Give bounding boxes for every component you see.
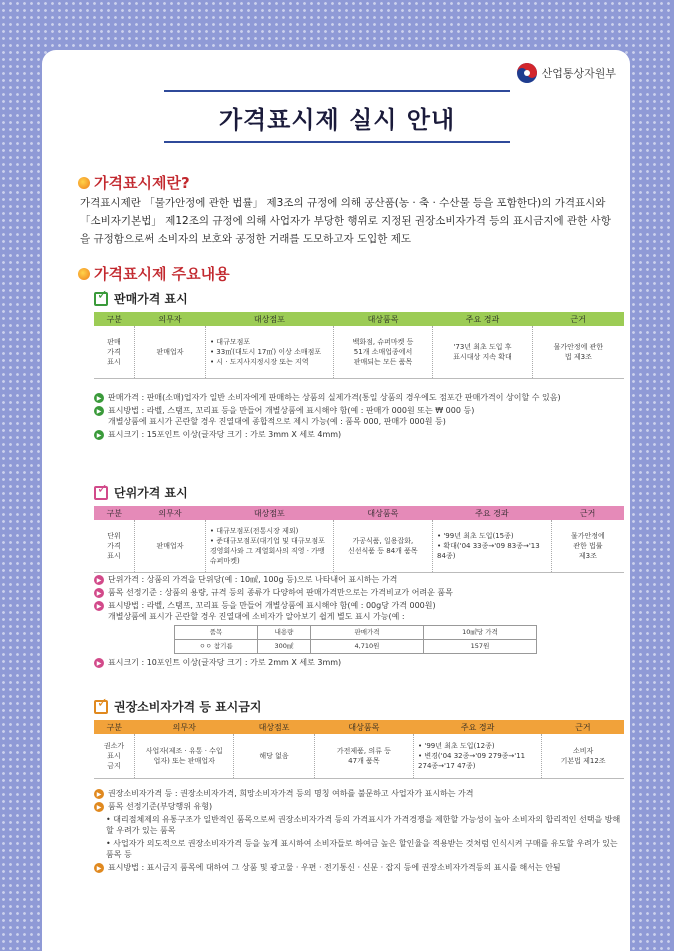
sec1-notes [94, 392, 624, 442]
list-item: • 사업자가 의도적으로 권장소비자가격 등을 높게 표시하여 소비자들로 하여금 높은 할인율을 적용받는 것처럼 인식시켜 구매를 유도할 우려가 있는 품목 등 [106, 839, 618, 859]
list-item: ▶ 표시방법 : 라벨, 스탬프, 꼬리표 등을 만들어 개별상품에 표시해야 함(예 : 00g당 가격 000원) 개별상품에 표시가 곤란할 경우 진열대에 소비자가 알아보기 쉽게 별도 표시 가능(예 : [94, 600, 624, 622]
list-item: ▶ 표시방법 : 라벨, 스탬프, 꼬리표 등을 만들어 개별상품에 표시해야 함(예 : 판매가 000원 또는 ₩ 000 등) 개별상품에 표시가 곤란할 경우 진열대에 종합적으로 제시 가능(예 : 품목 000, 판매가 000원 등) [94, 405, 624, 427]
sec3-table: 구분 의무자 대상점포 대상품목 주요 경과 근거 권소가 표시 금지 사업자(제조 · 유통 · 수입 업자) 또는 판매업자 해당 없음 가전제품, 의류 등 47개 품목 • '99년 최초 도입(12종) • 변경('04 32종→'09 279종→'11 274종→'17 47종) 소비자 기본법 제12조 [94, 720, 624, 779]
ministry-logo [516, 62, 616, 84]
sec1-heading: ✓ 판매가격 표시 [94, 290, 188, 307]
title-block [164, 90, 510, 143]
sec3-notes [94, 788, 624, 875]
list-item: ▶ 권장소비자가격 등 : 권장소비자가격, 희망소비자가격 등의 명칭 여하를 불문하고 사업자가 표시하는 가격 [94, 788, 624, 799]
sec2-heading: ✓ 단위가격 표시 [94, 484, 188, 501]
main-heading: 가격표시제 주요내용 [78, 263, 230, 284]
sec2-notes [94, 574, 624, 670]
taegeuk-icon [516, 62, 538, 84]
page-title: 가격표시제 실시 안내 [218, 106, 456, 134]
list-item: ▶ 품목 선정기준 : 상품의 용량, 규격 등의 종류가 다양하여 판매가격만으로는 가격비교가 어려운 품목 [94, 587, 624, 598]
ministry-name: 산업통상자원부 [541, 67, 616, 80]
table-row: ㅇㅇ 참기름 300㎖ 4,710원 157원 [175, 640, 537, 654]
unit-price-example-table: 품목 내용량 판매가격 10㎖당 가격 ㅇㅇ 참기름 300㎖ 4,710원 157원 [174, 625, 537, 654]
check-icon [94, 486, 108, 500]
check-icon [94, 700, 108, 714]
sun-icon [78, 268, 90, 280]
list-item: ▶ 표시크기 : 10포인트 이상(글자당 크기 : 가로 2mm X 세로 3mm) [94, 657, 624, 668]
list-item: ▶ 품목 선정기준(부당행위 유형) [94, 801, 624, 812]
table-row: 권소가 표시 금지 사업자(제조 · 유통 · 수입 업자) 또는 판매업자 해당 없음 가전제품, 의류 등 47개 품목 • '99년 최초 도입(12종) • 변경('04 32종→'09 279종→'11 274종→'17 47종) 소비자 기본법 제12조 [94, 734, 624, 778]
list-item: ▶ 판매가격 : 판매(소매)업자가 일반 소비자에게 판매하는 상품의 실제가격(통일 상품의 경우에도 점포간 판매가격이 상이할 수 있음) [94, 392, 624, 403]
sec1-table: 구분 의무자 대상점포 대상품목 주요 경과 근거 판매 가격 표시 판매업자 • 대규모점포 • 33㎡(대도시 17㎡) 이상 소매점포 • 시 · 도지사지정시장 또는 지역 백화점, 슈퍼마켓 등 51개 소매업종에서 판매되는 모든 품목 '73년 최초 도입 후 표시대상 지속 확대 물가안정에 관한 법 제3조 [94, 312, 624, 379]
list-item: ▶ 표시방법 : 표시금지 품목에 대하여 그 상품 및 광고물 · 우편 · 전기통신 · 신문 · 잡지 등에 권장소비자가격등의 표시를 해서는 안됨 [94, 862, 624, 873]
list-item: ▶ 표시크기 : 15포인트 이상(글자당 크기 : 가로 3mm X 세로 4mm) [94, 429, 624, 440]
check-icon [94, 292, 108, 306]
sec3-heading: ✓ 권장소비자가격 등 표시금지 [94, 698, 261, 715]
table-row: 단위 가격 표시 판매업자 • 대규모점포(전통시장 제외) • 준대규모점포(대기업 및 대규모점포 경영회사와 그 계열회사의 직영 · 가맹 슈퍼마켓) 가공식품, 일용잡화, 신선식품 등 84개 품목 • '99년 최초 도입(15종) • 확대('04 33종→'09 83종→'13 84종) 물가안정에 관한 법률 제3조 [94, 520, 624, 572]
intro-text: 가격표시제란 「물가안정에 관한 법률」 제3조의 규정에 의해 공산품(농 · 축 · 수산물 등을 포함한다)의 가격표시와 「소비자기본법」 제12조의 규정에 의해 사업자가 부당한 행위로 지정된 권장소비자가격 등의 표시금지에 관한 사항을 규정함으로써 소비자의 보호와 공정한 거래를 도모하고자 도입한 제도 [80, 197, 611, 245]
list-item: • 대리점체제의 유통구조가 일반적인 품목으로써 권장소비자가격 등의 가격표시가 가격경쟁을 제한할 가능성이 높아 소비자의 합리적인 선택을 방해할 우려가 있는 품목 [106, 815, 621, 835]
sec2-table: 구분 의무자 대상점포 대상품목 주요 경과 근거 단위 가격 표시 판매업자 • 대규모점포(전통시장 제외) • 준대규모점포(대기업 및 대규모점포 경영회사와 그 계열회사의 직영 · 가맹 슈퍼마켓) 가공식품, 일용잡화, 신선식품 등 84개 품목 • '99년 최초 도입(15종) • 확대('04 33종→'09 83종→'13 84종) 물가안정에 관한 법률 제3조 [94, 506, 624, 573]
list-item: ▶ 단위가격 : 상품의 가격을 단위당(예 : 10㎖, 100g 등)으로 나타내어 표시하는 가격 [94, 574, 624, 585]
table-row: 판매 가격 표시 판매업자 • 대규모점포 • 33㎡(대도시 17㎡) 이상 소매점포 • 시 · 도지사지정시장 또는 지역 백화점, 슈퍼마켓 등 51개 소매업종에서 판매되는 모든 품목 '73년 최초 도입 후 표시대상 지속 확대 물가안정에 관한 법 제3조 [94, 326, 624, 378]
sun-icon [78, 177, 90, 189]
what-heading: 가격표시제란? [78, 172, 190, 193]
document-card [42, 50, 630, 951]
